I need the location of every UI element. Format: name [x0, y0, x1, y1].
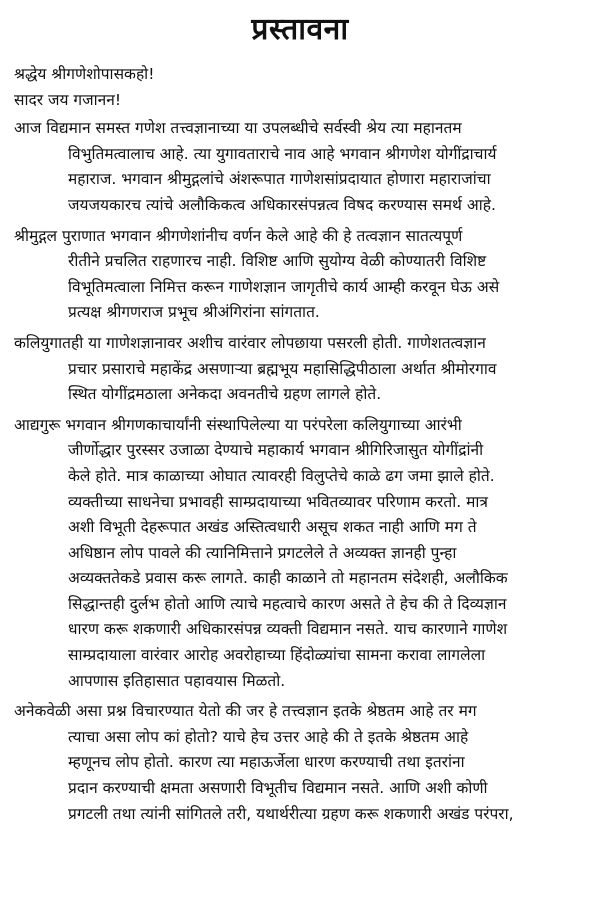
- paragraph: [14, 699, 586, 827]
- paragraph-line: अनेकवेळी असा प्रश्न विचारण्यात येतो की जर हे तत्त्वज्ञान इतके श्रेष्ठतम आहे तर मग: [14, 702, 477, 721]
- paragraph-line: आद्यगुरू भगवान श्रीगणकाचार्यांनी संस्थापिलेल्या या परंपरेला कलियुगाच्या आरंभी: [14, 415, 462, 434]
- paragraph: [14, 224, 586, 326]
- paragraph-line: विभुतिमत्वालाच आहे. त्या युगावताराचे नाव आहे भगवान श्रीगणेश योगींद्राचार्य: [68, 144, 497, 163]
- paragraph-line: आज विद्यमान समस्त गणेश तत्त्वज्ञानाच्या या उपलब्धीचे सर्वस्वी श्रेय त्या महानतम: [14, 119, 462, 138]
- paragraph-line: प्रगटली तथा त्यांनी सांगितले तरी, यथार्थरीत्या ग्रहण करू शकणारी अखंड परंपरा,: [68, 804, 514, 823]
- paragraph-line: प्रदान करण्याची क्षमता असणारी विभूतीच विद्यमान नसते. आणि अशी कोणी: [68, 779, 488, 798]
- paragraph-line: महाराज. भगवान श्रीमुद्गलांचे अंशरूपात गाणेशसांप्रदायात होणारा महाराजांचा: [68, 170, 491, 189]
- body-text: [14, 62, 586, 827]
- paragraph-line: आपणास इतिहासात पहावयास मिळतो.: [68, 671, 286, 690]
- paragraph-line: केले होते. मात्र काळाच्या ओघात त्यावरही विलुप्तेचे काळे ढग जमा झाले होते.: [68, 466, 495, 485]
- paragraph-line: त्याचा असा लोप कां होतो? याचे हेच उत्तर आहे की ते इतके श्रेष्ठतम आहे: [68, 727, 469, 746]
- paragraph: [14, 331, 586, 408]
- paragraph-line: जीर्णोद्धार पुरस्सर उजाळा देण्याचे महाकार्य भगवान श्रीगिरिजासुत योगींद्रांनी: [68, 441, 484, 460]
- paragraph-line: प्रत्यक्ष श्रीगणराज प्रभूच श्रीअंगिरांना सांगतात.: [68, 303, 320, 322]
- paragraph-line: श्रीमुद्गल पुराणात भगवान श्रीगणेशांनीच वर्णन केले आहे की हे तत्वज्ञान सातत्यपूर्ण: [14, 226, 463, 245]
- paragraph-line: अशी विभूती देहरूपात अखंड अस्तित्वधारी असूच शकत नाही आणि मग ते: [68, 518, 477, 537]
- paragraph-line: विभूतिमत्वाला निमित्त करून गाणेशज्ञान जागृतीचे कार्य आम्ही करवून घेऊ असे: [68, 277, 500, 296]
- paragraph-line: प्रचार प्रसाराचे महाकेंद्र असणाऱ्या ब्रह्मभूय महासिद्धिपीठाला अर्थात श्रीमोरगाव: [68, 359, 497, 378]
- paragraph-line: कलियुगातही या गाणेशज्ञानावर अशीच वारंवार लोपछाया पसरली होती. गाणेशतत्वज्ञान: [14, 333, 486, 352]
- paragraph-line: सिद्धान्तही दुर्लभ होतो आणि त्याचे महत्वाचे कारण असते ते हेच की ते दिव्यज्ञान: [68, 594, 507, 613]
- page-title: प्रस्तावना: [251, 12, 349, 47]
- paragraph-line: साम्प्रदायाला वारंवार आरोह अवरोहाच्या हिंदोळ्यांचा सामना करावा लागलेला: [68, 646, 486, 665]
- paragraph-line: अधिष्ठान लोप पावले की त्यानिमित्ताने प्रगटलेले ते अव्यक्त ज्ञानही पुन्हा: [68, 543, 457, 562]
- paragraph-line: रीतीने प्रचलित राहणारच नाही. विशिष्ट आणि सुयोग्य वेळी कोण्यातरी विशिष्ट: [68, 252, 487, 271]
- paragraph-line: स्थित योगींद्रमठाला अनेकदा अवनतीचे ग्रहण लागले होते.: [68, 385, 382, 404]
- salutation-line: सादर जय गजानन!: [14, 90, 122, 109]
- salutation: [14, 62, 586, 113]
- paragraph: [14, 413, 586, 695]
- paragraph-line: व्यक्तीच्या साधनेचा प्रभावही साम्प्रदायाच्या भवितव्यावर परिणाम करतो. मात्र: [68, 492, 488, 511]
- salutation-line: श्रद्धेय श्रीगणेशोपासकहो!: [14, 65, 155, 83]
- paragraph: [14, 116, 586, 218]
- paragraph-line: म्हणूनच लोप होतो. कारण त्या महाऊर्जेला धारण करण्याची तथा इतरांना: [68, 753, 465, 772]
- paragraph-line: जयजयकारच त्यांचे अलौकिकत्व अधिकारसंपन्नत्व विषद करण्यास समर्थ आहे.: [68, 195, 496, 214]
- paragraph-line: धारण करू शकणारी अधिकारसंपन्न व्यक्ती विद्यमान नसते. याच कारणाने गाणेश: [68, 620, 508, 639]
- paragraph-line: अव्यक्ततेकडे प्रवास करू लागते. काही काळाने तो महानतम संदेशही, अलौकिक: [68, 569, 508, 588]
